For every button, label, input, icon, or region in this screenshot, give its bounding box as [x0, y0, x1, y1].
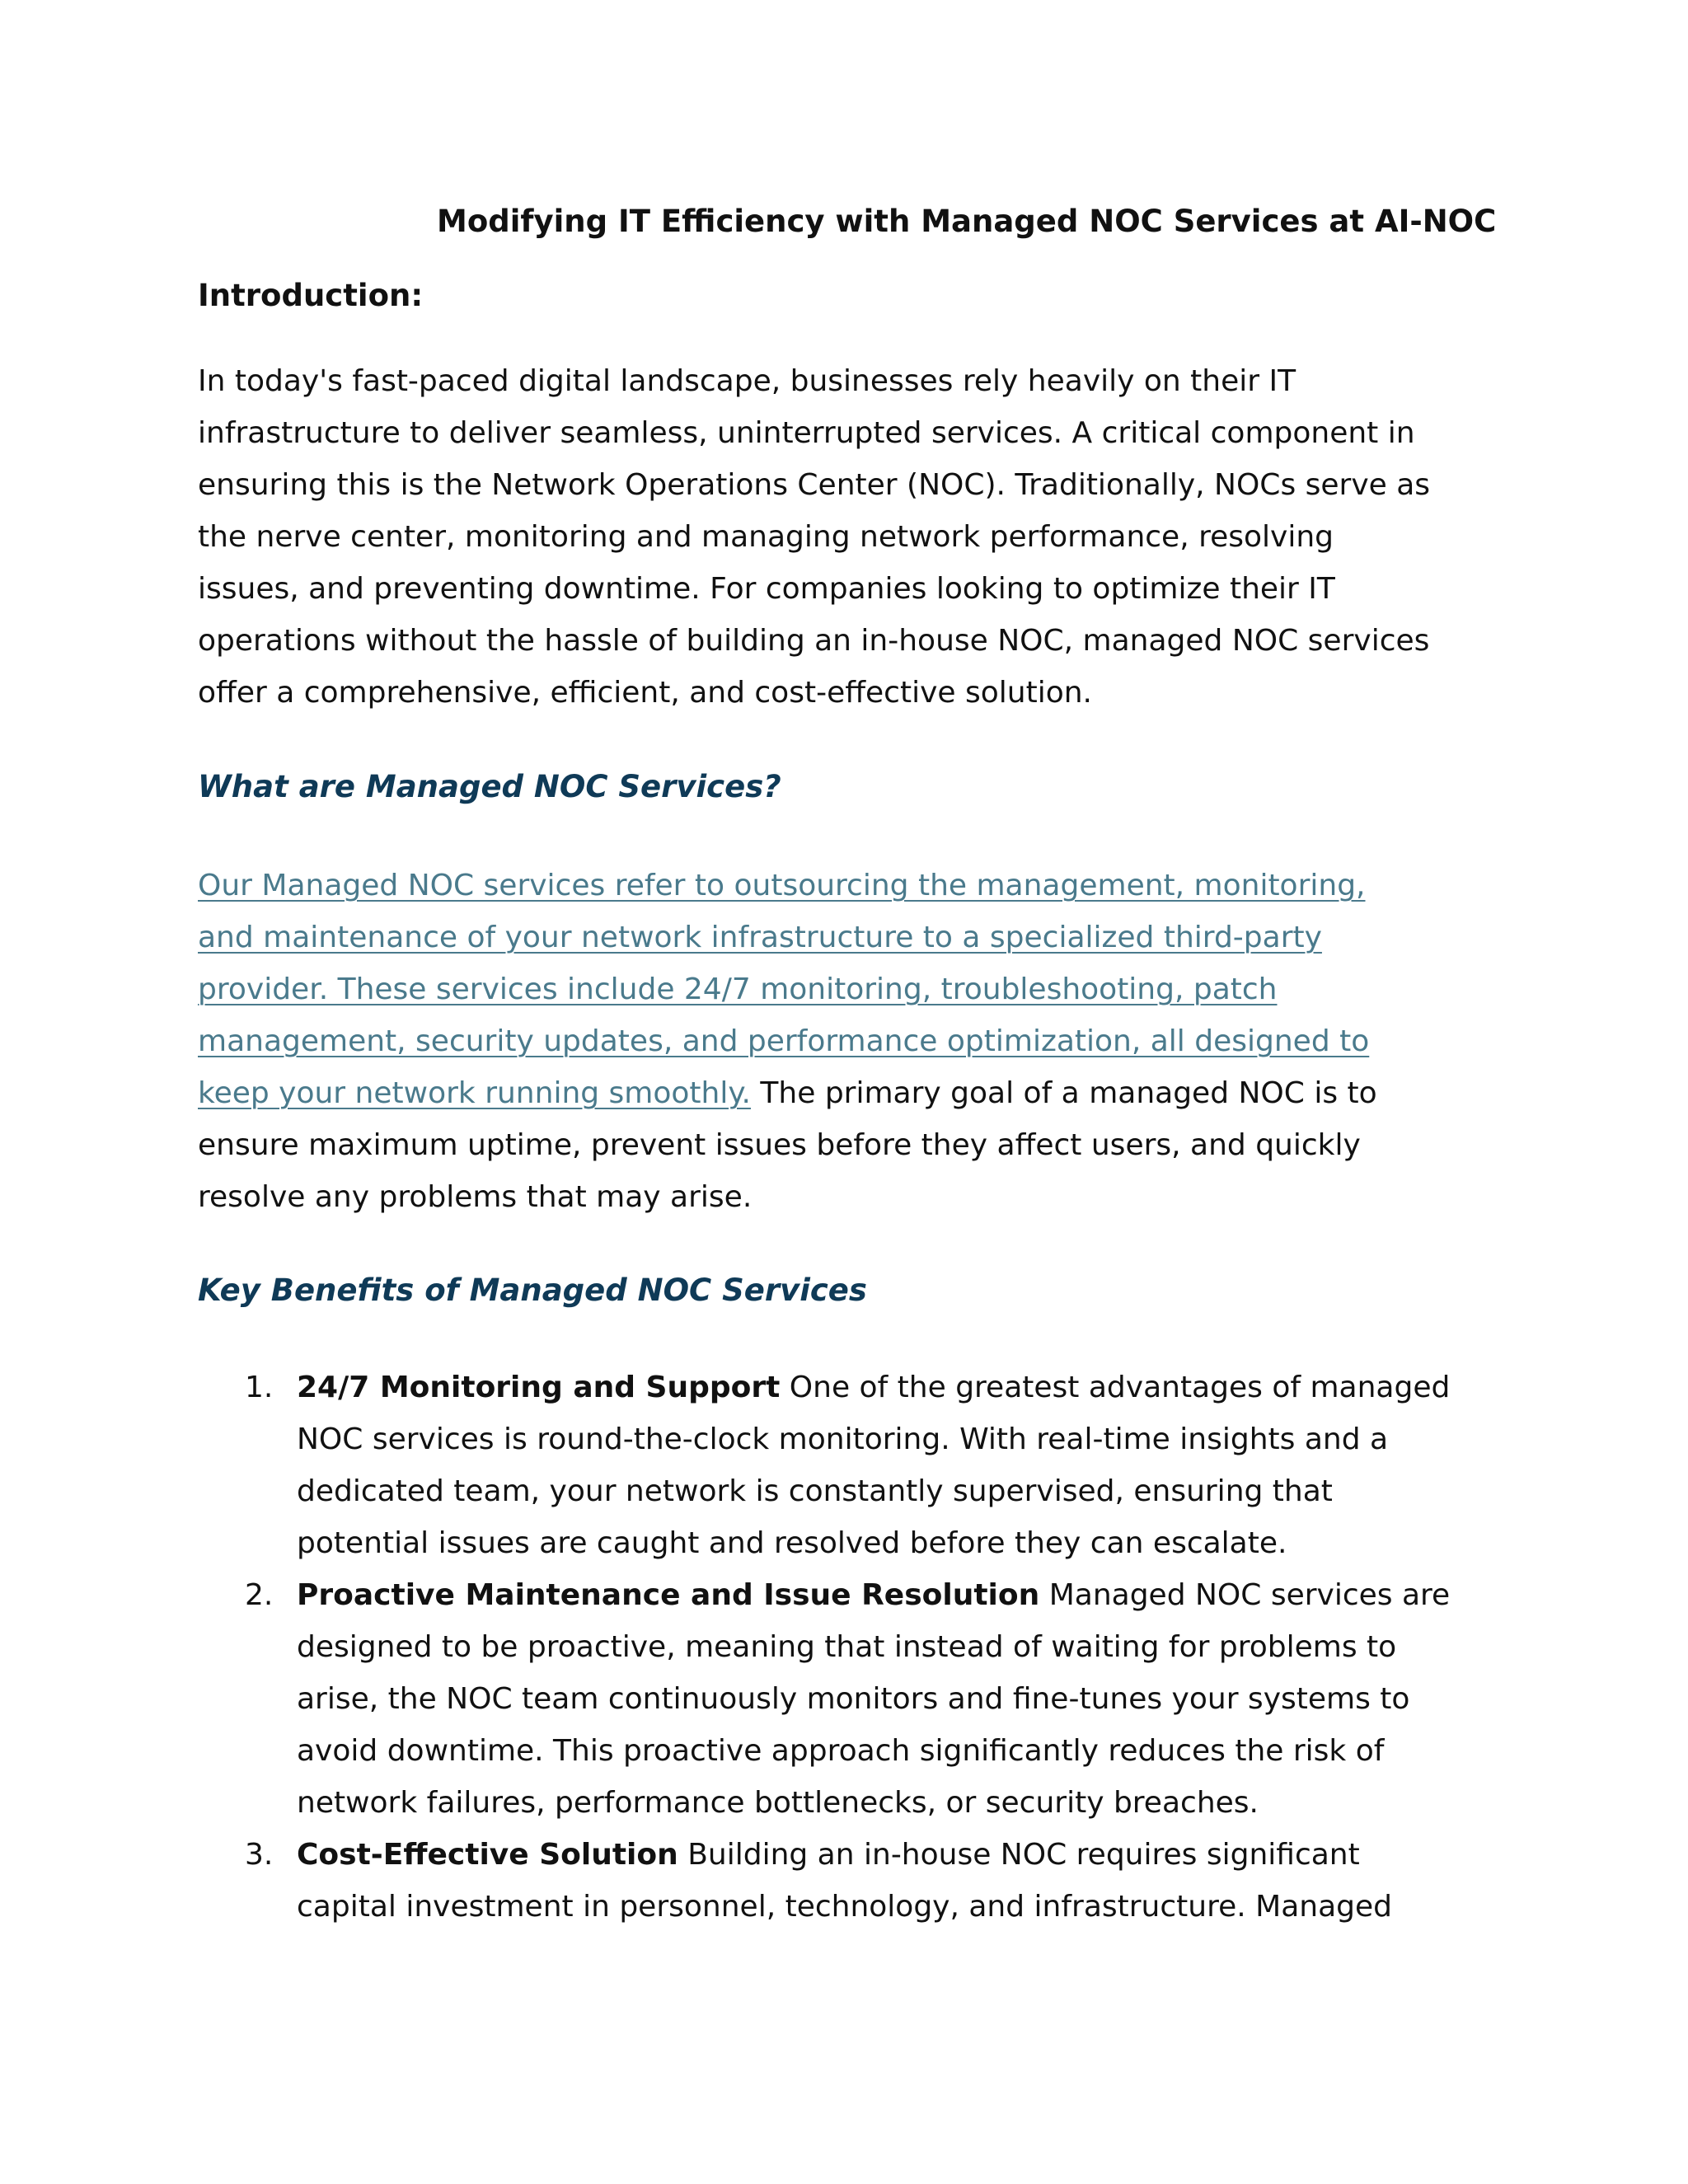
list-item-title: 24/7 Monitoring and Support	[297, 1371, 781, 1404]
list-item-line	[297, 1569, 1450, 1621]
list-item	[0, 1829, 1450, 1933]
managed-noc-link[interactable]: and maintenance of your network infrastructure to a specialized third-party	[198, 921, 1322, 954]
what-line: resolve any problems that may arise.	[198, 1180, 753, 1214]
intro-paragraph	[198, 355, 1517, 719]
list-item	[0, 1361, 1450, 1569]
what-line-tail: The primary goal of a managed NOC is to	[750, 1076, 1377, 1110]
intro-line: ensuring this is the Network Operations Center (NOC). Traditionally, NOCs serve as	[198, 468, 1431, 502]
list-item-line: dedicated team, your network is constantly supervised, ensuring that	[297, 1474, 1333, 1508]
what-line: ensure maximum uptime, prevent issues before they affect users, and quickly	[198, 1128, 1361, 1162]
what-line	[198, 1015, 1517, 1067]
managed-noc-link[interactable]: provider. These services include 24/7 monitoring, troubleshooting, patch	[198, 972, 1278, 1006]
managed-noc-link[interactable]: management, security updates, and performance optimization, all designed to	[198, 1024, 1370, 1058]
what-paragraph	[198, 860, 1517, 1223]
managed-noc-link[interactable]: Our Managed NOC services refer to outsourcing the management, monitoring,	[198, 869, 1366, 902]
what-line	[198, 860, 1517, 912]
list-item-line: network failures, performance bottlenecks, or security breaches.	[297, 1786, 1259, 1820]
list-item-line: capital investment in personnel, technology, and infrastructure. Managed	[297, 1890, 1392, 1924]
list-item-text: One of the greatest advantages of managed	[780, 1371, 1451, 1404]
list-item-text: Building an in-house NOC requires significant	[678, 1838, 1360, 1872]
list-item-number: 3.	[245, 1838, 274, 1872]
list-item-line: arise, the NOC team continuously monitors and fine-tunes your systems to	[297, 1682, 1410, 1716]
list-item-number: 1.	[245, 1371, 274, 1404]
what-line	[198, 1067, 1517, 1119]
intro-line: issues, and preventing downtime. For companies looking to optimize their IT	[198, 572, 1335, 606]
benefits-list	[0, 1361, 1450, 1933]
intro-line: operations without the hassle of building an in-house NOC, managed NOC services	[198, 624, 1430, 658]
what-are-managed-noc-heading: What are Managed NOC Services?	[198, 769, 781, 804]
list-item	[0, 1569, 1450, 1829]
intro-line: offer a comprehensive, efficient, and cost-effective solution.	[198, 676, 1092, 710]
document-title: Modifying IT Efficiency with Managed NOC Services at AI-NOC	[437, 204, 1497, 239]
list-item-line	[297, 1829, 1450, 1881]
list-item-line: NOC services is round-the-clock monitoring. With real-time insights and a	[297, 1422, 1389, 1456]
list-item-line: avoid downtime. This proactive approach significantly reduces the risk of	[297, 1734, 1385, 1768]
list-item-number: 2.	[245, 1578, 274, 1612]
list-item-line: designed to be proactive, meaning that instead of waiting for problems to	[297, 1630, 1397, 1664]
introduction-heading: Introduction:	[198, 278, 424, 313]
list-item-line	[297, 1361, 1450, 1413]
intro-line: the nerve center, monitoring and managing network performance, resolving	[198, 520, 1334, 554]
list-item-title: Proactive Maintenance and Issue Resolution	[297, 1578, 1040, 1612]
list-item-title: Cost-Effective Solution	[297, 1838, 678, 1872]
intro-line: In today's fast-paced digital landscape, businesses rely heavily on their IT	[198, 364, 1296, 398]
what-line	[198, 963, 1517, 1015]
managed-noc-link[interactable]: keep your network running smoothly.	[198, 1076, 751, 1110]
list-item-line: potential issues are caught and resolved before they can escalate.	[297, 1526, 1287, 1560]
key-benefits-heading: Key Benefits of Managed NOC Services	[198, 1272, 867, 1308]
list-item-text: Managed NOC services are	[1039, 1578, 1451, 1612]
what-line	[198, 912, 1517, 963]
intro-line: infrastructure to deliver seamless, uninterrupted services. A critical component in	[198, 416, 1415, 450]
